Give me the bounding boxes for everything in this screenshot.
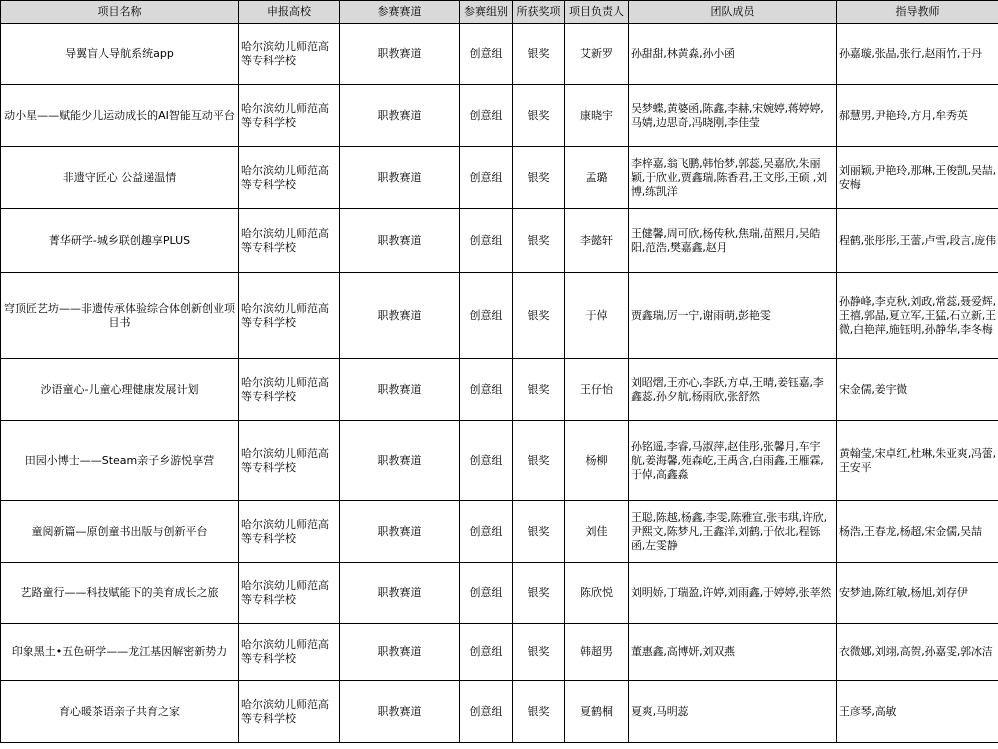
school-cell: 哈尔滨幼儿师范高等专科学校	[239, 85, 340, 147]
members-cell: 孙甜甜,林黄淼,孙小函	[629, 24, 837, 85]
track-cell: 职教赛道	[340, 273, 460, 359]
track-cell: 职教赛道	[340, 85, 460, 147]
school-cell: 哈尔滨幼儿师范高等专科学校	[239, 681, 340, 743]
table-row	[1, 24, 998, 85]
header-row	[1, 1, 998, 24]
school-cell: 哈尔滨幼儿师范高等专科学校	[239, 563, 340, 624]
school-cell: 哈尔滨幼儿师范高等专科学校	[239, 147, 340, 209]
members-cell: 董惠鑫,高博妍,刘双燕	[629, 624, 837, 681]
leader-cell: 夏鹤桐	[565, 681, 629, 743]
table-row	[1, 624, 998, 681]
group-cell: 创意组	[460, 209, 513, 273]
header-track: 参赛赛道	[340, 1, 460, 24]
table-row	[1, 421, 998, 501]
group-cell: 创意组	[460, 563, 513, 624]
advisors-cell: 安梦迪,陈红敏,杨旭,刘存伊	[837, 563, 998, 624]
table-row	[1, 563, 998, 624]
members-cell: 吴梦蝶,黄婆函,陈鑫,李赫,宋婉婷,蒋婷婷,马婧,边思奇,冯晓刚,李佳莹	[629, 85, 837, 147]
school-cell: 哈尔滨幼儿师范高等专科学校	[239, 273, 340, 359]
table-row	[1, 273, 998, 359]
table-row	[1, 85, 998, 147]
table-row	[1, 147, 998, 209]
members-cell: 李梓嘉,翁飞鹏,韩怡梦,郭蕊,吴嘉欣,朱丽颖,于欣业,贾鑫瑞,陈香君,王文彤,王硕 ,刘博,练凯洋	[629, 147, 837, 209]
members-cell: 刘昭熠,王亦心,李跃,方卓,王晴,姜钰嘉,李鑫蕊,孙夕航,杨雨欣,张舒然	[629, 359, 837, 421]
track-cell: 职教赛道	[340, 24, 460, 85]
members-cell: 孙铭遥,李睿,马淑萍,赵佳彤,张馨月,车宇航,姜海馨,苑森屹,王禹含,白雨鑫,王雁霖,于倬,高鑫淼	[629, 421, 837, 501]
advisors-cell: 黄翰莹,宋卓红,杜琳,朱亚爽,冯蕾,王安平	[837, 421, 998, 501]
project-name-cell: 育心暖茶语亲子共育之家	[1, 681, 239, 743]
leader-cell: 于倬	[565, 273, 629, 359]
leader-cell: 陈欣悦	[565, 563, 629, 624]
group-cell: 创意组	[460, 681, 513, 743]
table-row	[1, 359, 998, 421]
project-name-cell: 沙语童心-儿童心理健康发展计划	[1, 359, 239, 421]
award-cell: 银奖	[513, 563, 565, 624]
advisors-cell: 孙嘉璇,张晶,张行,赵雨竹,于丹	[837, 24, 998, 85]
header-group: 参赛组别	[460, 1, 513, 24]
award-cell: 银奖	[513, 209, 565, 273]
group-cell: 创意组	[460, 147, 513, 209]
project-name-cell: 童阅新篇—原创童书出版与创新平台	[1, 501, 239, 563]
advisors-cell: 衣微娜,刘翊,高贺,孙嘉雯,郭冰洁	[837, 624, 998, 681]
school-cell: 哈尔滨幼儿师范高等专科学校	[239, 421, 340, 501]
table-row	[1, 209, 998, 273]
track-cell: 职教赛道	[340, 624, 460, 681]
leader-cell: 康晓宇	[565, 85, 629, 147]
members-cell: 王健馨,周可欣,杨传秋,焦瑞,苗熙月,吴皓阳,范浩,樊嘉鑫,赵月	[629, 209, 837, 273]
project-name-cell: 导翼盲人导航系统app	[1, 24, 239, 85]
school-cell: 哈尔滨幼儿师范高等专科学校	[239, 624, 340, 681]
header-school: 申报高校	[239, 1, 340, 24]
award-cell: 银奖	[513, 421, 565, 501]
project-name-cell: 田园小博士——Steam亲子乡游悦享营	[1, 421, 239, 501]
group-cell: 创意组	[460, 85, 513, 147]
project-name-cell: 非遗守匠心 公益递温情	[1, 147, 239, 209]
track-cell: 职教赛道	[340, 681, 460, 743]
leader-cell: 孟璐	[565, 147, 629, 209]
members-cell: 夏爽,马明蕊	[629, 681, 837, 743]
header-project-name: 项目名称	[1, 1, 239, 24]
advisors-cell: 刘丽颖,尹艳玲,那琳,王俊凯,吴喆,安梅	[837, 147, 998, 209]
award-cell: 银奖	[513, 624, 565, 681]
school-cell: 哈尔滨幼儿师范高等专科学校	[239, 209, 340, 273]
leader-cell: 刘佳	[565, 501, 629, 563]
leader-cell: 艾新罗	[565, 24, 629, 85]
header-advisors: 指导教师	[837, 1, 998, 24]
leader-cell: 杨柳	[565, 421, 629, 501]
award-cell: 银奖	[513, 501, 565, 563]
project-name-cell: 动小星——赋能少儿运动成长的AI智能互动平台	[1, 85, 239, 147]
project-name-cell: 穹顶匠艺坊——非遗传承体验综合体创新创业项目书	[1, 273, 239, 359]
award-cell: 银奖	[513, 273, 565, 359]
school-cell: 哈尔滨幼儿师范高等专科学校	[239, 501, 340, 563]
track-cell: 职教赛道	[340, 501, 460, 563]
group-cell: 创意组	[460, 24, 513, 85]
project-name-cell: 菁华研学-城乡联创趣享PLUS	[1, 209, 239, 273]
table-row	[1, 681, 998, 743]
leader-cell: 王仔怡	[565, 359, 629, 421]
track-cell: 职教赛道	[340, 563, 460, 624]
members-cell: 王聪,陈越,杨鑫,李雯,陈雅宣,张韦琪,许欣,尹熙文,陈梦凡,王鑫洋,刘鹤,于依北,程铄函,左雯静	[629, 501, 837, 563]
leader-cell: 韩超男	[565, 624, 629, 681]
advisors-cell: 孙静峰,李克秋,刘政,常蕊,聂爱辉,王禧,郭晶,夏立军,王猛,石立新,王微,白艳萍,施钰明,孙静华,李冬梅	[837, 273, 998, 359]
leader-cell: 李懿轩	[565, 209, 629, 273]
track-cell: 职教赛道	[340, 359, 460, 421]
track-cell: 职教赛道	[340, 421, 460, 501]
group-cell: 创意组	[460, 501, 513, 563]
track-cell: 职教赛道	[340, 147, 460, 209]
members-cell: 贾鑫瑞,厉一宁,谢雨萌,彭艳雯	[629, 273, 837, 359]
school-cell: 哈尔滨幼儿师范高等专科学校	[239, 359, 340, 421]
award-cell: 银奖	[513, 147, 565, 209]
group-cell: 创意组	[460, 624, 513, 681]
members-cell: 刘明娇,丁瑞盈,许婷,刘雨鑫,于婷婷,张莘然	[629, 563, 837, 624]
project-name-cell: 印象黑土•五色研学——龙江基因解密新势力	[1, 624, 239, 681]
group-cell: 创意组	[460, 421, 513, 501]
project-name-cell: 艺路童行——科技赋能下的美育成长之旅	[1, 563, 239, 624]
table-row	[1, 501, 998, 563]
award-cell: 银奖	[513, 85, 565, 147]
header-award: 所获奖项	[513, 1, 565, 24]
group-cell: 创意组	[460, 359, 513, 421]
award-cell: 银奖	[513, 24, 565, 85]
header-members: 团队成员	[629, 1, 837, 24]
track-cell: 职教赛道	[340, 209, 460, 273]
group-cell: 创意组	[460, 273, 513, 359]
advisors-cell: 宋金儒,姜宇微	[837, 359, 998, 421]
header-leader: 项目负责人	[565, 1, 629, 24]
school-cell: 哈尔滨幼儿师范高等专科学校	[239, 24, 340, 85]
award-cell: 银奖	[513, 359, 565, 421]
advisors-cell: 杨浩,王春龙,杨超,宋金儒,吴喆	[837, 501, 998, 563]
advisors-cell: 程鹤,张彤彤,王蕾,卢雪,段言,庞伟	[837, 209, 998, 273]
advisors-cell: 郝慧男,尹艳玲,方月,牟秀英	[837, 85, 998, 147]
award-cell: 银奖	[513, 681, 565, 743]
advisors-cell: 王彦琴,高敏	[837, 681, 998, 743]
